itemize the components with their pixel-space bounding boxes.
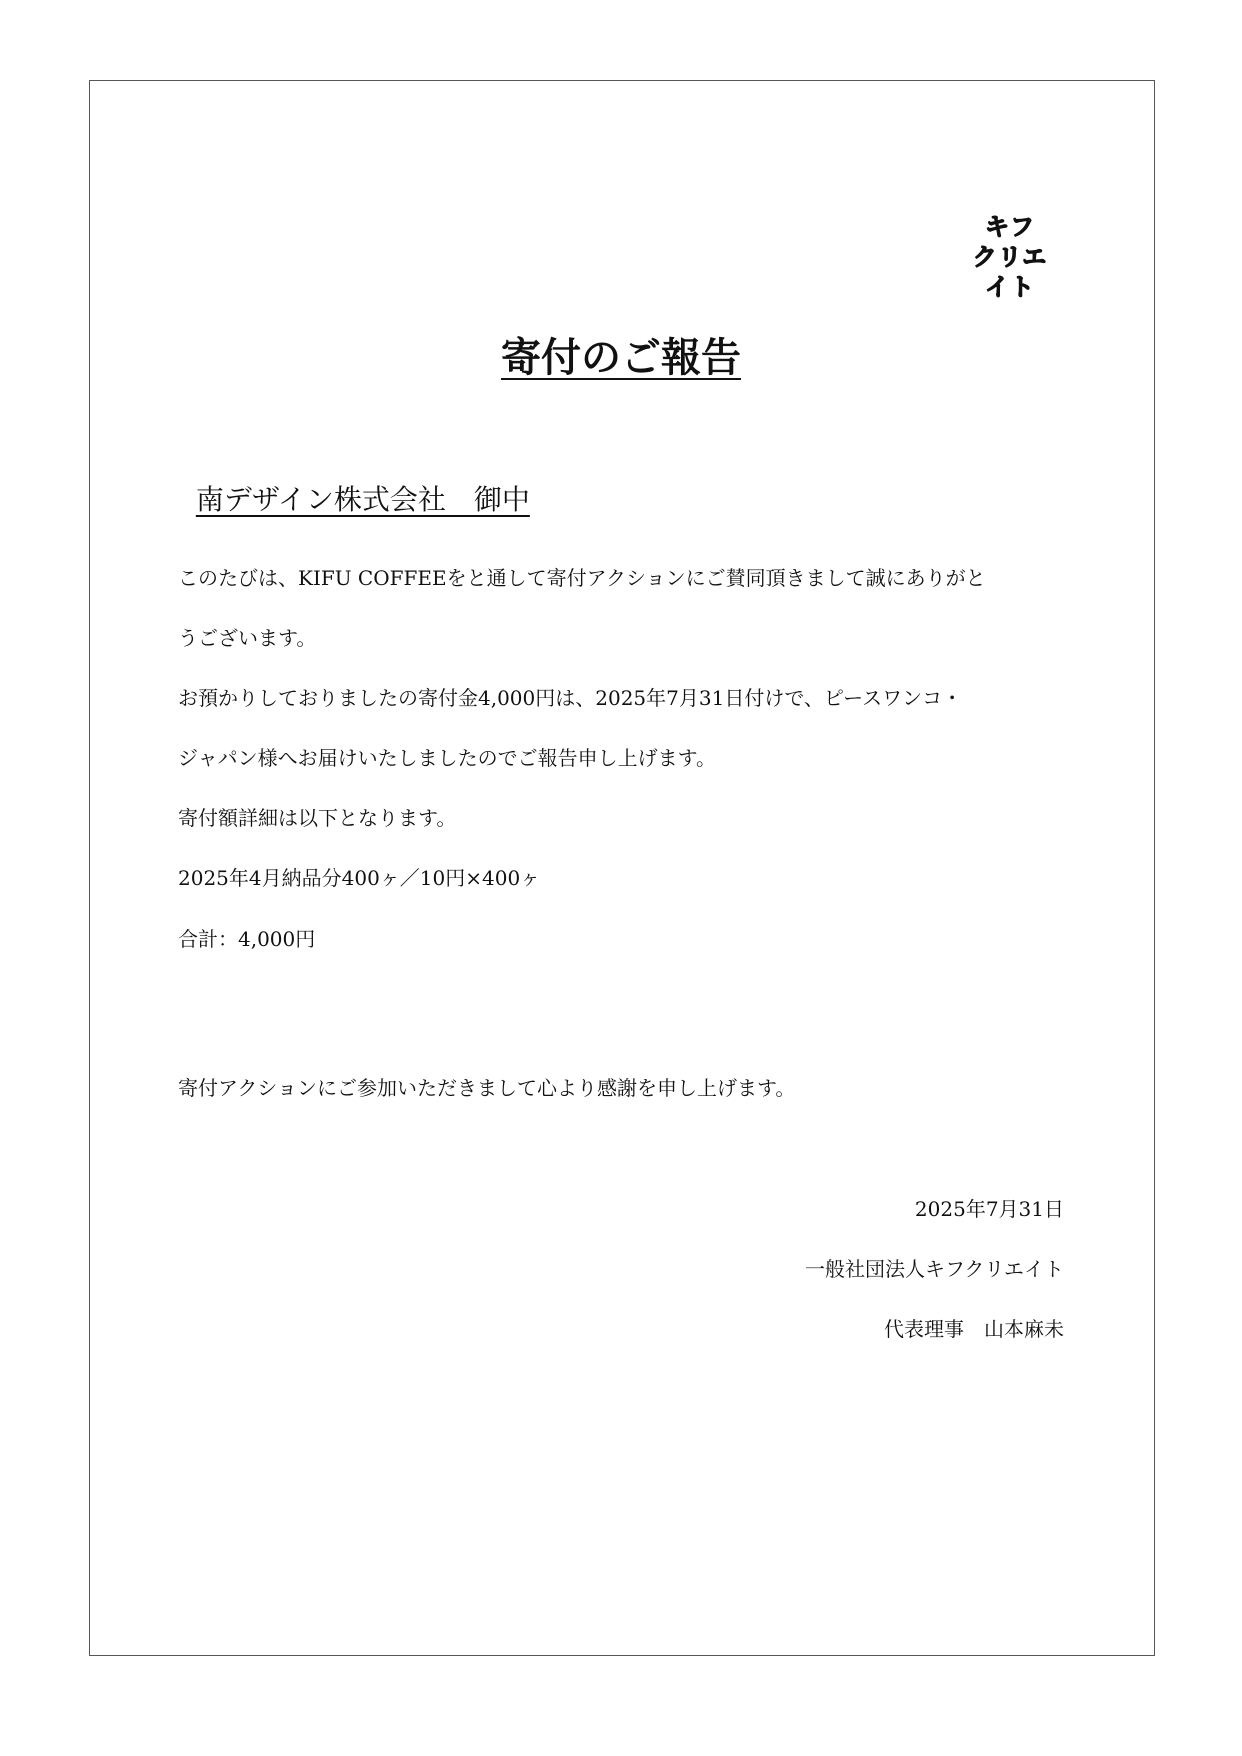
- signature-date: 2025年7月31日: [914, 1197, 1064, 1221]
- organization-logo: [960, 212, 1060, 302]
- body-line-3: お預かりしておりましたの寄付金4,000円は、2025年7月31日付けで、ピースワンコ・: [178, 686, 963, 710]
- body-line-5: 寄付額詳細は以下となります。: [178, 806, 457, 830]
- signature-organization: 一般社団法人キフクリエイト: [805, 1257, 1064, 1281]
- body-line-1: このたびは、KIFU COFFEEをと通して寄付アクションにご賛同頂きまして誠にありがと: [178, 566, 986, 590]
- signature-representative: 代表理事 山本麻未: [884, 1317, 1064, 1341]
- donation-detail-line: 2025年4月納品分400ヶ／10円×400ヶ: [178, 866, 541, 890]
- body-line-4: ジャパン様へお届けいたしましたのでご報告申し上げます。: [178, 746, 716, 770]
- document-title: 寄付のご報告: [501, 334, 741, 381]
- body-line-2: うございます。: [178, 626, 317, 650]
- donation-total-line: 合計：4,000円: [178, 927, 316, 951]
- closing-line: 寄付アクションにご参加いただきまして心より感謝を申し上げます。: [178, 1076, 796, 1100]
- recipient-container: [178, 440, 530, 520]
- logo-line-2: クリエ: [972, 243, 1048, 271]
- document-title-container: [0, 328, 1242, 388]
- recipient-name: 南デザイン株式会社 御中: [195, 483, 530, 516]
- logo-line-3: イト: [985, 273, 1035, 301]
- logo-line-1: キフ: [985, 213, 1035, 241]
